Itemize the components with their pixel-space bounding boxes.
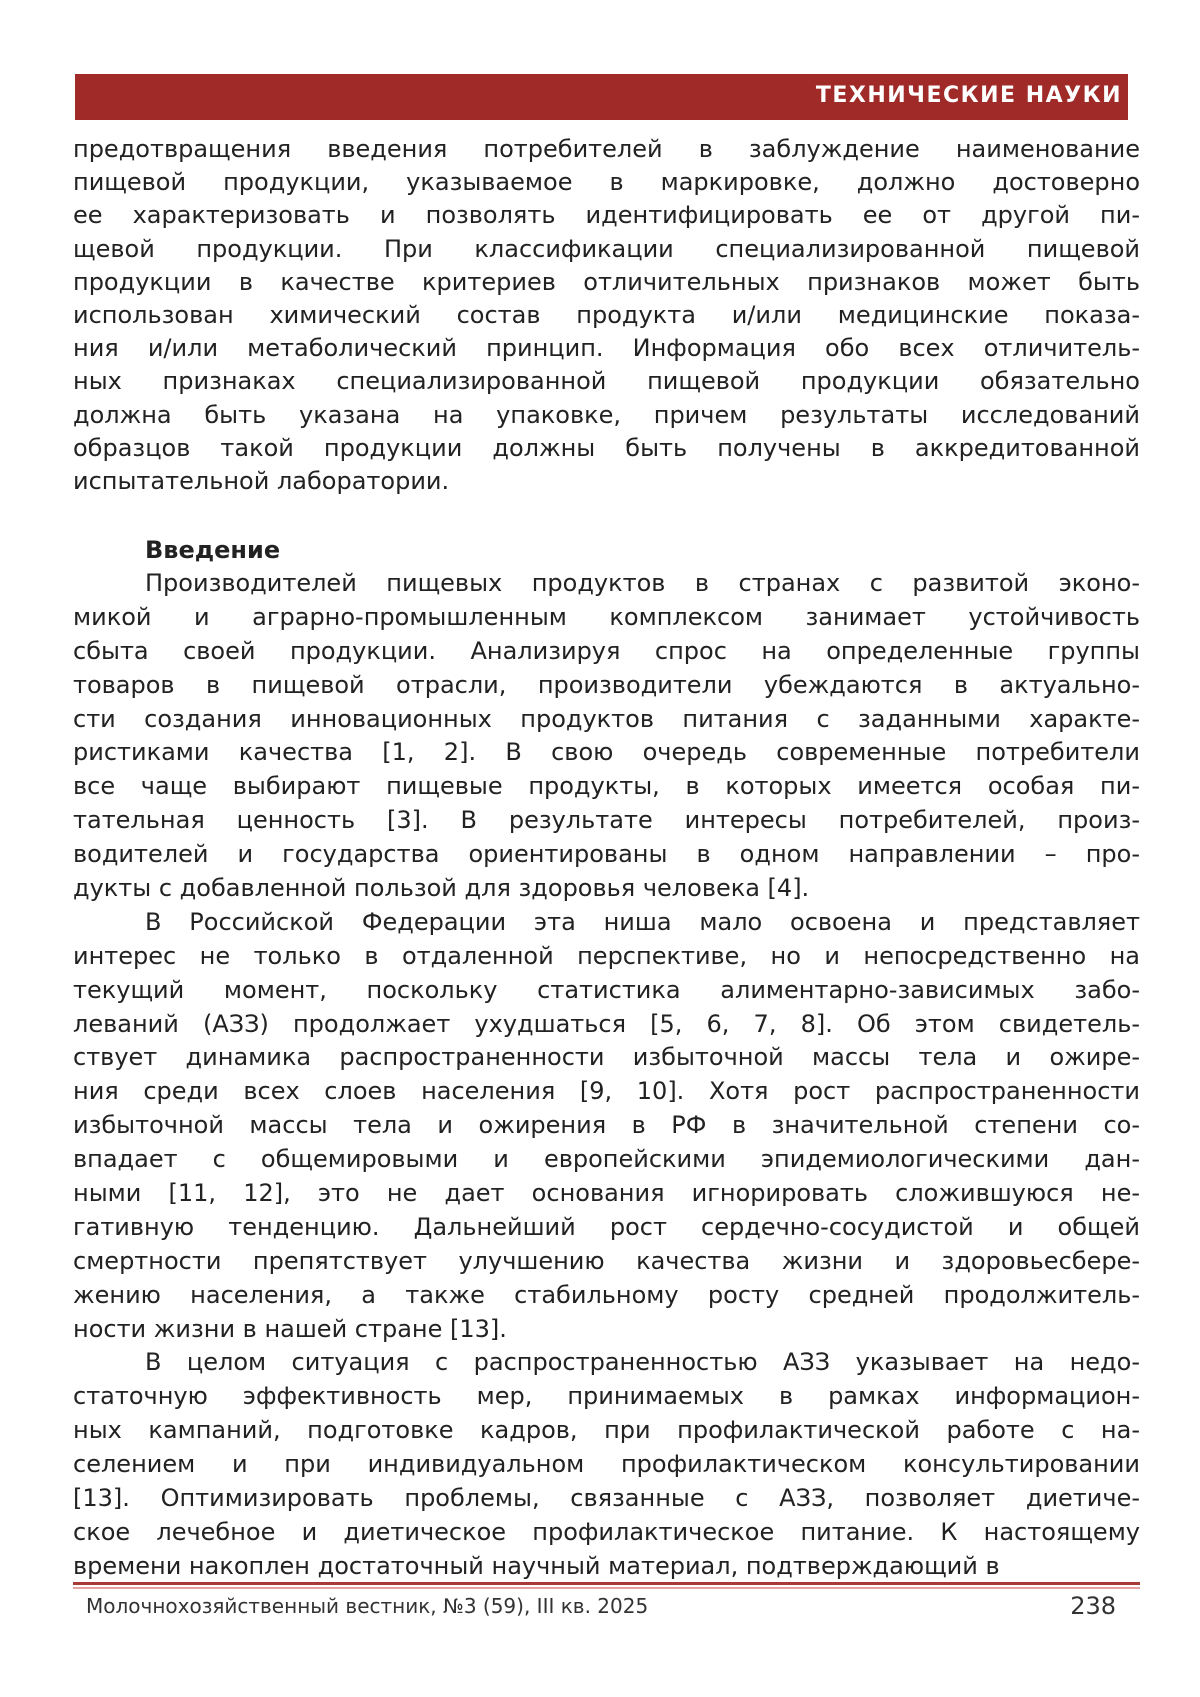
text-line: ристиками качества [1, 2]. В свою очередь современные потребители — [73, 736, 1140, 770]
text-line: щевой продукции. При классификации специализированной пищевой — [73, 233, 1140, 266]
text-line: интерес не только в отдаленной перспективе, но и непосредственно на — [73, 940, 1140, 974]
text-line: все чаще выбирают пищевые продукты, в которых имеется особая пи- — [73, 770, 1140, 804]
text-line: образцов такой продукции должны быть получены в аккредитованной — [73, 432, 1140, 465]
text-line: предотвращения введения потребителей в заблуждение наименование — [73, 133, 1140, 166]
heading-introduction: Введение — [145, 533, 280, 567]
section-header-bar — [75, 74, 1128, 120]
text-line: смертности препятствует улучшению качества жизни и здоровьесбере- — [73, 1245, 1140, 1279]
text-line: сти создания инновационных продуктов питания с заданными характе- — [73, 703, 1140, 737]
text-line: продукции в качестве критериев отличительных признаков может быть — [73, 266, 1140, 299]
text-line: В целом ситуация с распространенностью АЗЗ указывает на недо- — [73, 1346, 1140, 1380]
text-line: водителей и государства ориентированы в одном направлении – про- — [73, 838, 1140, 872]
text-line: использован химический состав продукта и/или медицинские показа- — [73, 299, 1140, 332]
page-number: 238 — [1070, 1592, 1116, 1620]
text-line: товаров в пищевой отрасли, производители убеждаются в актуально- — [73, 669, 1140, 703]
text-line: времени накоплен достаточный научный материал, подтверждающий в — [73, 1550, 1140, 1584]
text-line: ности жизни в нашей стране [13]. — [73, 1313, 1140, 1347]
text-line: испытательной лаборатории. — [73, 465, 1140, 498]
text-line: ния среди всех слоев населения [9, 10]. Хотя рост распространенности — [73, 1075, 1140, 1109]
text-line: Производителей пищевых продуктов в странах с развитой эконо- — [73, 567, 1140, 601]
text-line: ными [11, 12], это не дает основания игнорировать сложившуюся не- — [73, 1177, 1140, 1211]
introduction-body — [73, 567, 1140, 1584]
text-line: леваний (АЗЗ) продолжает ухудшаться [5, 6, 7, 8]. Об этом свидетель- — [73, 1008, 1140, 1042]
text-line: селением и при индивидуальном профилактическом консультировании — [73, 1448, 1140, 1482]
text-line: ее характеризовать и позволять идентифицировать ее от другой пи- — [73, 199, 1140, 232]
text-line: текущий момент, поскольку статистика алиментарно-зависимых забо- — [73, 974, 1140, 1008]
text-line: дукты с добавленной пользой для здоровья человека [4]. — [73, 872, 1140, 906]
text-line: В Российской Федерации эта ниша мало освоена и представляет — [73, 906, 1140, 940]
text-line: ния и/или метаболический принцип. Информация обо всех отличитель- — [73, 332, 1140, 365]
paragraph-continuation — [73, 133, 1140, 498]
text-line: гативную тенденцию. Дальнейший рост сердечно-сосудистой и общей — [73, 1211, 1140, 1245]
text-line: ствует динамика распространенности избыточной массы тела и ожире- — [73, 1041, 1140, 1075]
section-title: ТЕХНИЧЕСКИЕ НАУКИ — [816, 83, 1122, 108]
text-line: впадает с общемировыми и европейскими эпидемиологическими дан- — [73, 1143, 1140, 1177]
text-line: микой и аграрно-промышленным комплексом занимает устойчивость — [73, 601, 1140, 635]
text-line: статочную эффективность мер, принимаемых в рамках информацион- — [73, 1380, 1140, 1414]
text-line: [13]. Оптимизировать проблемы, связанные с АЗЗ, позволяет диетиче- — [73, 1482, 1140, 1516]
text-line: тательная ценность [3]. В результате интересы потребителей, произ- — [73, 804, 1140, 838]
text-line: ское лечебное и диетическое профилактическое питание. К настоящему — [73, 1516, 1140, 1550]
journal-citation: Молочнохозяйственный вестник, №3 (59), III кв. 2025 — [86, 1594, 648, 1618]
text-line: сбыта своей продукции. Анализируя спрос на определенные группы — [73, 635, 1140, 669]
text-line: избыточной массы тела и ожирения в РФ в значительной степени со- — [73, 1109, 1140, 1143]
text-line: пищевой продукции, указываемое в маркировке, должно достоверно — [73, 166, 1140, 199]
text-line: ных признаках специализированной пищевой продукции обязательно — [73, 365, 1140, 398]
text-line: ных кампаний, подготовке кадров, при профилактической работе с на- — [73, 1414, 1140, 1448]
footer-rule-light — [73, 1587, 1140, 1589]
footer-rule — [73, 1582, 1140, 1585]
text-line: должна быть указана на упаковке, причем результаты исследований — [73, 399, 1140, 432]
text-line: жению населения, а также стабильному росту средней продолжитель- — [73, 1279, 1140, 1313]
